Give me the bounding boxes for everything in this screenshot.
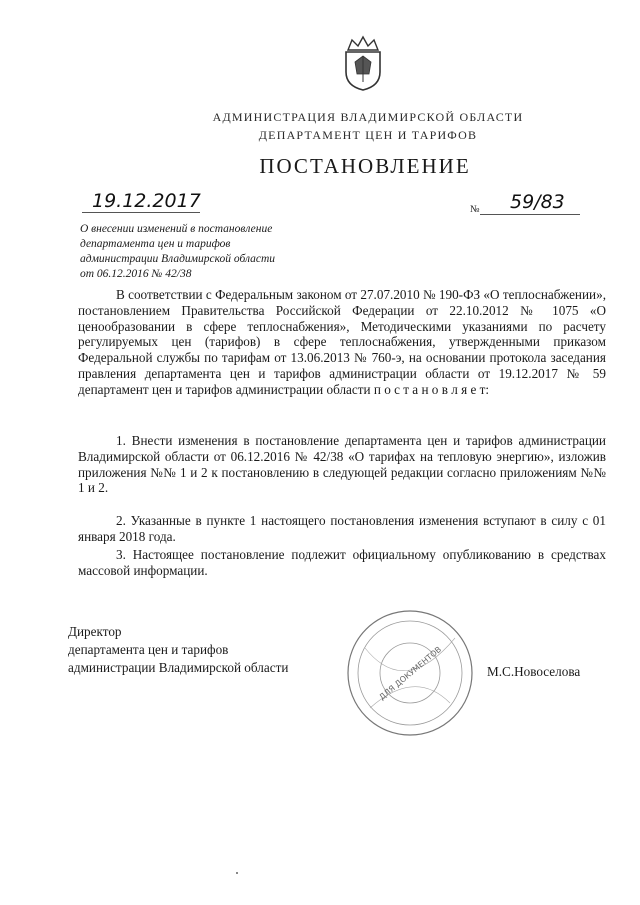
document-title: ПОСТАНОВЛЕНИЕ: [259, 154, 471, 178]
clause-1-paragraph: 1. Внести изменения в постановление департамента цен и тарифов администрации Владимирской области от 06.12.2016 № 42/38 «О тарифах на тепловую энергию», изложив приложения №№ 1 и 2 к постановлению в следующей редакции согласно приложениям №№ 1 и 2.: [78, 433, 606, 496]
scan-speck: [236, 872, 238, 874]
svg-text:ДЛЯ ДОКУМЕНТОВ: ДЛЯ ДОКУМЕНТОВ: [377, 644, 444, 702]
coat-of-arms-icon: [340, 34, 386, 92]
official-stamp: [345, 608, 475, 738]
signatory-name: М.С.Новоселова: [487, 664, 581, 679]
signatory-title-line: департамента цен и тарифов: [68, 642, 229, 657]
department-name: ДЕПАРТАМЕНТ ЦЕН И ТАРИФОВ: [258, 128, 478, 142]
signatory-title-line: администрации Владимирской области: [68, 660, 289, 675]
date-underline: [82, 212, 200, 213]
subject-line: администрации Владимирской области: [80, 253, 276, 265]
subject-line: департамента цен и тарифов: [80, 238, 231, 250]
organization-name: АДМИНИСТРАЦИЯ ВЛАДИМИРСКОЙ ОБЛАСТИ: [212, 110, 524, 124]
handwritten-number: 59/83: [510, 191, 565, 213]
clause-2-paragraph: 2. Указанные в пункте 1 настоящего постановления изменения вступают в силу с 01 января 2018 года.: [78, 513, 606, 544]
signatory-title: [68, 623, 288, 677]
number-sign: №: [470, 204, 480, 215]
signatory-title-line: Директор: [68, 624, 122, 639]
handwritten-date: 19.12.2017: [92, 190, 201, 212]
subject-line: от 06.12.2016 № 42/38: [80, 268, 192, 280]
number-underline: [480, 214, 580, 215]
preamble-paragraph: В соответствии с Федеральным законом от 27.07.2010 № 190-ФЗ «О теплоснабжении», постановлением Правительства Российской Федерации от 22.10.2012 № 1075 «О ценообразовании в сфере теплоснабжения», Методическими указаниями по расчету регулируемых цен (тарифов) в сфере теплоснабжения, утвержденными приказом Федеральной службы по тарифам от 13.06.2013 № 760-э, на основании протокола заседания правления департамента цен и тарифов администрации области от 19.12.2017 № 59 департамент цен и тарифов администрации области п о с т а н о в л я е т:: [78, 287, 606, 397]
clause-3-paragraph: 3. Настоящее постановление подлежит официальному опубликованию в средствах массовой информации.: [78, 547, 606, 578]
subject-block: [80, 222, 320, 282]
subject-line: О внесении изменений в постановление: [80, 223, 273, 235]
